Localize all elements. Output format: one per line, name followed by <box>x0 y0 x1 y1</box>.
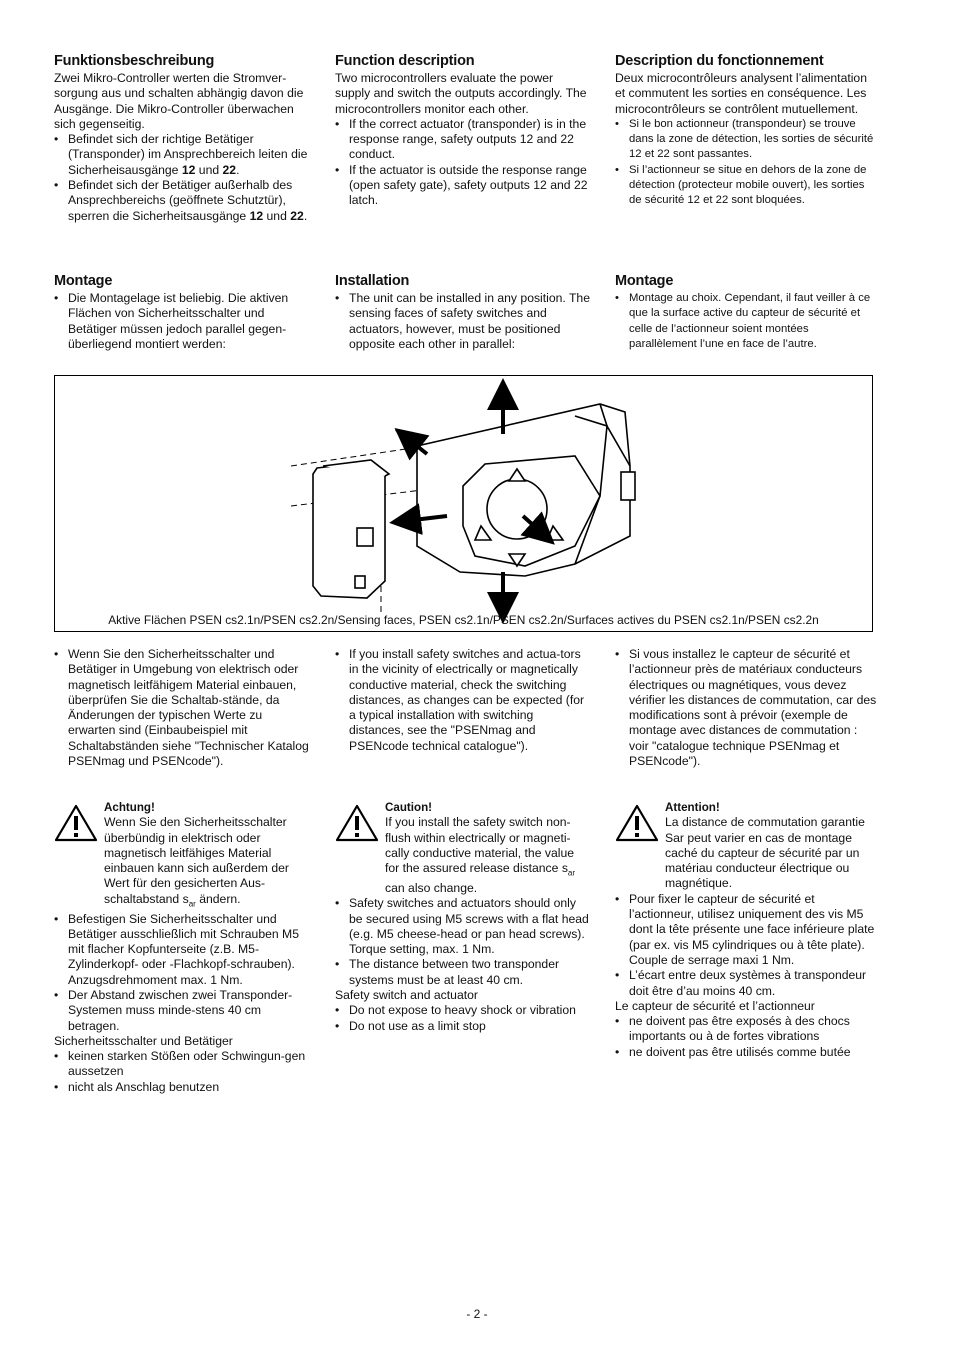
bullet-list <box>615 291 877 352</box>
function-description-de <box>54 52 312 224</box>
installation-fr <box>615 272 877 352</box>
section-title: Montage <box>54 273 113 289</box>
bullet-list <box>335 1003 590 1034</box>
warning-title: Achtung! <box>104 801 155 814</box>
page-number: - 2 - <box>466 1307 488 1321</box>
paragraph: Deux microcontrôleurs analysent l’alimentation et commutent les sorties en conséquence. Les microcontrôleurs se contrôlent mutuellement. <box>615 71 867 116</box>
list-item: • Pour fixer le capteur de sécurité et l’actionneur, utilisez uniquement des vis M5 dont la tête présente une face inférieure plate (par ex. vis M5 cylindriques ou à tête plate). Couple de serrage maxi 1 Nm. <box>615 892 877 968</box>
section-title: Description du fonctionnement <box>615 53 824 69</box>
warning-block <box>615 800 877 892</box>
list-item: • Befindet sich der richtige Betätiger (Transponder) im Ansprechbereich leiten die Sicherheisausgänge 12 und 22. <box>54 132 312 178</box>
list-item: • Do not use as a limit stop <box>335 1019 590 1034</box>
list-item: • Si le bon actionneur (transpondeur) se trouve dans la zone de détection, les sorties de sécurité 12 et 22 sont passantes. <box>615 117 877 163</box>
warning-text: Wenn Sie den Sicherheitsschalter überbündig in elektrisch oder magnetisch leitfähiges Material einbauen kann sich außerdem der Wert für den gesicherten Aus-schaltabstand $s_{ar}$ ändern. <box>104 815 289 909</box>
warning-text: If you install the safety switch non-flush within electrically or magneti-cally conductive material, the value for the assured release distance $s_{ar}$ can also change. <box>385 815 576 895</box>
list-item: • Montage au choix. Cependant, il faut veiller à ce que la surface active du capteur de sécurité et celle de l’actionneur soient montées parallèlement l’une en face de l’autre. <box>615 291 877 352</box>
bullet-list <box>615 647 877 769</box>
subheading: Sicherheitsschalter und Betätiger <box>54 1033 233 1048</box>
list-item: • Si l’actionneur se situe en dehors de la zone de détection (protecteur mobile ouvert), les sorties de sécurité 12 et 22 sont bloquées. <box>615 163 877 209</box>
bullet-list <box>335 647 590 754</box>
list-item: • ne doivent pas être utilisés comme butée <box>615 1045 877 1060</box>
list-item: • If the actuator is outside the response range (open safety gate), safety outputs 12 and 22 latch. <box>335 163 590 209</box>
warning-en <box>335 800 590 1034</box>
installation-en <box>335 272 590 352</box>
section-title: Installation <box>335 273 410 289</box>
list-item: • If the correct actuator (transponder) is in the response range, safety outputs 12 and 22 conduct. <box>335 117 590 163</box>
bullet-list <box>615 892 877 999</box>
bullet-list <box>54 647 312 769</box>
installation-de <box>54 272 312 352</box>
list-item: • keinen starken Stößen oder Schwingun-gen aussetzen <box>54 1049 312 1080</box>
bullet-list <box>54 291 312 352</box>
subheading: Le capteur de sécurité et l’actionneur <box>615 998 815 1013</box>
bullet-list <box>615 1014 877 1060</box>
function-description-fr <box>615 52 877 209</box>
list-item: • Wenn Sie den Sicherheitsschalter und Betätiger in Umgebung von elektrisch oder magnetisch leitfähigem Material einbauen, überprüfen Sie die Schaltab-stände, da Änderungen der typischen Werte zu erwarten sind (Einbaubeispiel mit Schaltabständen siehe "Technischer Katalog PSENmag und PSENcode"). <box>54 647 312 769</box>
list-item: • Safety switches and actuators should only be secured using M5 screws with a flat head (e.g. M5 cheese-head or pan head screws). Torque setting, max. 1 Nm. <box>335 896 590 957</box>
bullet-list <box>335 896 590 988</box>
conductive-note-de <box>54 647 312 769</box>
list-item: • Befestigen Sie Sicherheitsschalter und Betätiger ausschließlich mit Schrauben M5 mit flacher Kopfunterseite (z.B. M5-Zylinderkopf- oder -Flachkopf-schrauben). Anzugsdrehmoment max. 1 Nm. <box>54 912 312 988</box>
figure-caption: Aktive Flächen PSEN cs2.1n/PSEN cs2.2n/Sensing faces, PSEN cs2.1n/PSEN cs2.2n/Surfaces actives du PSEN cs2.1n/PSEN cs2.2n <box>108 612 819 627</box>
list-item: • L’écart entre deux systèmes à transpondeur doit être d’au moins 40 cm. <box>615 968 877 999</box>
list-item: • Do not expose to heavy shock or vibration <box>335 1003 590 1018</box>
bullet-list <box>335 291 590 352</box>
actuator-block <box>313 460 389 598</box>
bullet-list <box>54 912 312 1034</box>
paragraph: Two microcontrollers evaluate the power supply and switch the outputs accordingly. The microcontrollers monitor each other. <box>335 71 587 116</box>
function-description-en <box>335 52 590 209</box>
warning-fr <box>615 800 877 1060</box>
warning-text: La distance de commutation garantie Sar peut varier en cas de montage caché du capteur de sécurité par un matériau conducteur électrique ou magnétique. <box>665 815 865 891</box>
list-item: • Befindet sich der Betätiger außerhalb des Ansprechbereichs (geöffnete Schutztür), sperren die Sicherheitsausgänge 12 und 22. <box>54 178 312 224</box>
section-title: Funktionsbeschreibung <box>54 53 215 69</box>
list-item: • The distance between two transponder systems must be at least 40 cm. <box>335 957 590 988</box>
safety-switch-block <box>417 404 635 576</box>
warning-title: Attention! <box>665 801 720 814</box>
warning-triangle-icon <box>54 804 98 842</box>
paragraph: Zwei Mikro-Controller werten die Stromver-sorgung aus und schalten abhängig davon die Ausgänge. Die Mikro-Controller überwachen sich gegenseitig. <box>54 71 304 131</box>
subheading: Safety switch and actuator <box>335 988 478 1002</box>
list-item: • The unit can be installed in any position. The sensing faces of safety switches and actuators, however, must be positioned opposite each other in parallel: <box>335 291 590 352</box>
sensing-faces-figure <box>54 375 873 632</box>
section-title: Function description <box>335 53 475 69</box>
warning-triangle-icon <box>615 804 659 842</box>
section-title: Montage <box>615 273 674 289</box>
list-item: • ne doivent pas être exposés à des chocs importants ou à de fortes vibrations <box>615 1014 877 1045</box>
conductive-note-en <box>335 647 590 754</box>
list-item: • Die Montagelage ist beliebig. Die aktiven Flächen von Sicherheitsschalter und Betätiger müssen jedoch parallel gegen-überliegend montiert werden: <box>54 291 312 352</box>
warning-title: Caution! <box>385 801 433 814</box>
warning-triangle-icon <box>335 804 379 842</box>
warning-block <box>335 800 590 896</box>
bullet-list <box>54 1049 312 1095</box>
bullet-list <box>615 117 877 209</box>
bullet-list <box>54 132 312 224</box>
warning-block <box>54 800 312 912</box>
list-item: • nicht als Anschlag benutzen <box>54 1080 312 1095</box>
switch-actuator-drawing <box>55 376 872 631</box>
bullet-list <box>335 117 590 209</box>
conductive-note-fr <box>615 647 877 769</box>
warning-de <box>54 800 312 1095</box>
list-item: • Si vous installez le capteur de sécurité et l’actionneur près de matériaux conducteurs électriques ou magnétiques, vous devez vérifier les distances de commutation, car des modifications sont à prévoir (exemple de montage avec distances de commutation : voir "catalogue technique PSENmag et PSENcode"). <box>615 647 877 769</box>
list-item: • If you install safety switches and actua-tors in the vicinity of electrically or magnetically conductive material, check the switching distances, as changes can be expected (for a typical installation with switching distances, see the "PSENmag and PSENcode technical catalogue"). <box>335 647 590 754</box>
list-item: • Der Abstand zwischen zwei Transponder-Systemen muss minde-stens 40 cm betragen. <box>54 988 312 1034</box>
